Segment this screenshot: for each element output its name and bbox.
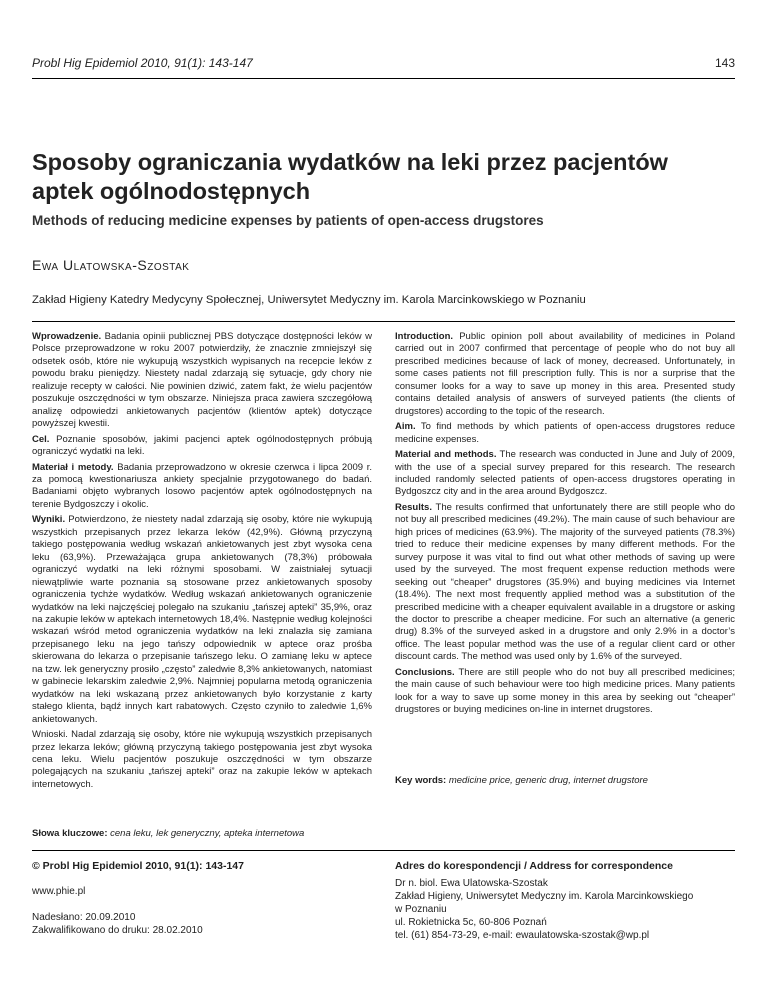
abstract-english	[395, 331, 735, 720]
abstract-en-introduction	[395, 331, 735, 418]
author-affiliation: Zakład Higieny Katedry Medycyny Społecznej, Uniwersytet Medyczny im. Karola Marcinkowskiego w Poznaniu	[32, 294, 586, 306]
section-label: Wyniki.	[32, 514, 66, 526]
section-text: Nadal zdarzają się osoby, które nie wykupują wszystkich przepisanych przez lekarza leków; główną przyczyną takiego postępowania jest zbyt wysoka cena leku. Wielu pacjentów poszukuje oszczędności w tym obszarze polegających na szukaniu „tańszej apteki” oraz na zakupie leków w aptekach internetowych.	[32, 729, 373, 790]
section-text: The results confirmed that unfortunately there are still people who do not buy all prescribed medicines (49.2%). The main cause of such behaviour are high prices of medicines (63.9%). The majority of the surveyed patients (78.3%) tried to reduce their medicine expenses by many different methods. For the survey purpose it was vital to find out what other methods of saving up were used by the surveyed. The most frequent expense reduction methods were seeking out “cheaper” drugstores (35.9%) and buying medicines via Internet (18.4%). The next most frequently applied method was a substitution of the prescribed medicine with a cheaper equivalent available in a drugstore or asking the doctor to prescribe a cheaper medicine. For such an alternative (a generic drug) 8.3% of the surveyed asked in a drugstore and only 2.9% in a doctor’s office. The least popular method was the use of a regular client card or other discount cards. The method was used only by 1.6% of the surveyed.	[395, 501, 736, 663]
abstract-pl-aim	[32, 434, 372, 459]
section-text: Potwierdzono, że niestety nadal zdarzają się osoby, które nie wykupują wszystkich przepisanych przez lekarza leków (42,9%). Główną przyczyną takiego postępowania według wskazań ankietowanych jest zbyt wysoka cena leku (63,9%). Przeważająca grupa ankietowanych (78,3%) próbowała ograniczyć wydatki na leki różnymi sposobami. W zaistniałej sytuacji niewątpliwie warte poznania są stosowane przez ankietowanych sposoby ograniczenia tychże wydatków. Według wskazań ankietowanych ograniczenie wydatków na leki najczęściej polegało na szukaniu „tańszej apteki” 35,9%, oraz na zakupie leków w aptekach internetowych 18,4%. Następnie według kolejności wskazań wśród metod ograniczenia wydatków na leki znalazła się zamiana przepisanego leku na jego tańszy odpowiednik w aptece oraz prośba skierowana do lekarza o przepisanie tańszego leku. O zamianę leku w aptece na tzw. lek generyczny prosiło „często” zaledwie 8,3% ankietowanych, natomiast w gabinecie lekarskim zaledwie 2,9%. Najmniej popularna metodą ograniczenia wydatków na leki wskazaną przez ankietowanych było korzystanie z karty stałego klienta, bądź innych kart rabatowych. Często czyniło to zaledwie 1,6% ankietowanych.	[32, 514, 373, 725]
correspondence-name: Dr n. biol. Ewa Ulatowska-Szostak	[395, 878, 548, 889]
section-label: Results.	[395, 501, 432, 513]
keywords-polish	[32, 828, 735, 839]
journal-citation: Probl Hig Epidemiol 2010, 91(1): 143-147	[32, 56, 253, 70]
correspondence-address	[395, 860, 735, 942]
keywords-label: Słowa kluczowe:	[32, 828, 108, 839]
copyright-notice: © Probl Hig Epidemiol 2010, 91(1): 143-147	[32, 860, 244, 872]
header-rule	[32, 78, 735, 79]
accepted-date: Zakwalifikowano do druku: 28.02.2010	[32, 925, 203, 936]
abstract-pl-introduction	[32, 331, 372, 431]
page-number: 143	[714, 56, 735, 70]
abstract-pl-conclusions	[32, 729, 372, 791]
correspondence-department: Zakład Higieny, Uniwersytet Medyczny im. Karola Marcinkowskiego	[395, 891, 694, 902]
section-label: Material and methods.	[395, 449, 497, 461]
running-head	[32, 56, 735, 76]
author-name: Ewa Ulatowska-Szostak	[32, 257, 190, 273]
section-text: To find methods by which patients of open-access drugstores reduce medicine expenses.	[395, 421, 736, 445]
section-label: Cel.	[32, 433, 50, 445]
correspondence-city: w Poznaniu	[395, 904, 447, 915]
correspondence-street: ul. Rokietnicka 5c, 60-806 Poznań	[395, 917, 547, 928]
section-text: The research was conducted in June and July of 2009, with the use of a special survey prepared for this research. The research included randomly selected patients of open-access drugstores operating in Bydgoszcz city and in the area around Bydgoszcz.	[395, 449, 736, 498]
abstract-en-conclusions	[395, 667, 735, 717]
abstract-en-methods	[395, 449, 735, 499]
section-label: Wprowadzenie.	[32, 331, 102, 342]
abstract-pl-methods	[32, 462, 372, 512]
correspondence-contact: tel. (61) 854-73-29, e-mail: ewaulatowska-szostak@wp.pl	[395, 930, 650, 941]
section-label: Conclusions.	[395, 666, 455, 678]
article-subtitle: Methods of reducing medicine expenses by patients of open-access drugstores	[32, 213, 544, 228]
correspondence-header: Adres do korespondencji / Address for correspondence	[395, 860, 673, 872]
keywords-label: Key words:	[395, 775, 447, 786]
publication-info	[32, 860, 372, 937]
received-date: Nadesłano: 20.09.2010	[32, 912, 136, 923]
journal-website-link[interactable]: www.phie.pl	[32, 886, 86, 897]
abstract-top-rule	[32, 321, 735, 322]
section-text: Public opinion poll about availability of medicines in Poland carried out in 2007 confirmed that percentage of people who do not buy all prescribed medicines because of lack of money, decreased. Unfortunately, in some cases patients not fill prescription fully. This is nor a surprise that the consumer looks for a way to save up money in this area. Presented study contains detailed analysis of answers of surveyed patients (the clients of drugstores) according to the topic of the research.	[395, 331, 735, 417]
keywords-english	[395, 775, 735, 786]
abstract-en-aim	[395, 421, 735, 446]
keywords-text: cena leku, lek generyczny, apteka internetowa	[110, 828, 305, 839]
section-label: Aim.	[395, 421, 416, 433]
keywords-text: medicine price, generic drug, internet drugstore	[448, 775, 648, 786]
abstract-en-results	[395, 502, 735, 664]
section-text: Badania opinii publicznej PBS dotyczące dostępności leków w Polsce przeprowadzone w roku 2007 potwierdziły, że znacznie zmniejszył się odsetek osób, które nie wykupują wszystkich wypisanych na recepcie leków z powodu braku pieniędzy. Niestety nadal zdarzają się sytuacje, gdy chory nie realizuje recepty w całości. Nie powinien dziwić, zatem fakt, że wielu pacjentów poszukuje oszczędności w tym obszarze. Niniejsza praca zawiera szczegółową analizę odpowiedzi ankietowanych pacjentów (klientów aptek) dotyczące powyższej kwestii.	[32, 331, 373, 430]
abstract-polish	[32, 331, 372, 794]
section-text: Poznanie sposobów, jakimi pacjenci aptek ogólnodostępnych próbują ograniczyć wydatki na leki.	[32, 433, 373, 458]
section-label: Materiał i metody.	[32, 461, 114, 473]
article-title: Sposoby ograniczania wydatków na leki przez pacjentów aptek ogólnodostępnych	[32, 149, 668, 204]
abstract-bottom-rule	[32, 850, 735, 851]
abstract-pl-results	[32, 514, 372, 726]
section-text: Badania przeprowadzono w okresie czerwca i lipca 2009 r. za pomocą kwestionariusza ankiety specjalnie przygotowanego do badań. Badaniami objęto wybranych losowo pacjentów aptek ogólnodostępnych na terenie Bydgoszczy i okolic.	[32, 461, 373, 510]
section-text: There are still people who do not buy all prescribed medicines; the main cause of such behaviour were too high medicine prices. Many patients look for a way to save up some money in this area by seeking out “cheaper” drugstores or buying medicines on-line in internet drugstores.	[395, 666, 735, 716]
section-label: Introduction.	[395, 331, 454, 342]
section-label: Wnioski.	[32, 729, 68, 741]
